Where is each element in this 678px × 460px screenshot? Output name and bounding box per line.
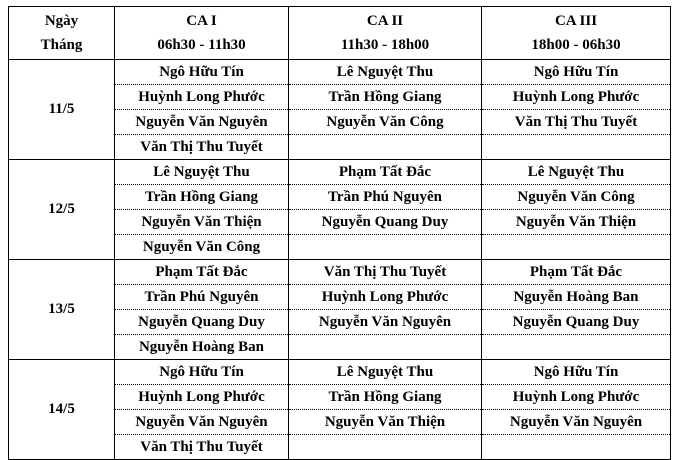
staff-name-cell: Nguyễn Quang Duy bbox=[482, 310, 671, 335]
staff-name-cell: Phạm Tất Đắc bbox=[289, 160, 482, 185]
date-header-line1: Ngày bbox=[44, 13, 79, 29]
date-cell: 11/5 bbox=[9, 60, 115, 160]
staff-name-cell: Nguyễn Hoàng Ban bbox=[482, 285, 671, 310]
staff-name-cell: Văn Thị Thu Tuyết bbox=[289, 260, 482, 285]
schedule-row bbox=[9, 260, 671, 285]
staff-name-cell: Văn Thị Thu Tuyết bbox=[115, 135, 289, 160]
staff-name-cell: Lê Nguyệt Thu bbox=[115, 160, 289, 185]
staff-name-cell: Nguyễn Văn Thiện bbox=[482, 210, 671, 235]
staff-name-cell: Huỳnh Long Phước bbox=[115, 385, 289, 410]
shift-1-name: CA I bbox=[186, 13, 217, 29]
shift-2-name: CA II bbox=[366, 13, 404, 29]
staff-name-cell: Nguyễn Văn Thiện bbox=[115, 210, 289, 235]
staff-name-cell: Nguyễn Văn Nguyên bbox=[115, 110, 289, 135]
staff-name-cell: Văn Thị Thu Tuyết bbox=[482, 110, 671, 135]
staff-name-cell: Phạm Tất Đắc bbox=[115, 260, 289, 285]
staff-name-cell bbox=[289, 235, 482, 260]
schedule-header bbox=[9, 7, 671, 60]
shift-3-name: CA III bbox=[554, 13, 598, 29]
staff-name-cell: Nguyễn Văn Nguyên bbox=[289, 310, 482, 335]
staff-name-cell bbox=[482, 435, 671, 460]
staff-name-cell: Trần Hồng Giang bbox=[115, 185, 289, 210]
staff-name-cell: Văn Thị Thu Tuyết bbox=[115, 435, 289, 460]
staff-name-cell: Huỳnh Long Phước bbox=[482, 85, 671, 110]
date-cell: 12/5 bbox=[9, 160, 115, 260]
staff-name-cell: Nguyễn Văn Công bbox=[289, 110, 482, 135]
staff-name-cell: Lê Nguyệt Thu bbox=[482, 160, 671, 185]
shift-header-2 bbox=[289, 7, 482, 60]
staff-name-cell bbox=[482, 135, 671, 160]
staff-name-cell: Nguyễn Văn Công bbox=[115, 235, 289, 260]
staff-name-cell: Ngô Hữu Tín bbox=[482, 60, 671, 85]
staff-name-cell bbox=[289, 135, 482, 160]
staff-name-cell bbox=[482, 335, 671, 360]
staff-name-cell: Nguyễn Văn Công bbox=[482, 185, 671, 210]
shift-3-time: 18h00 - 06h30 bbox=[531, 37, 621, 53]
staff-name-cell: Ngô Hữu Tín bbox=[482, 360, 671, 385]
schedule-row bbox=[9, 360, 671, 385]
header-row bbox=[9, 7, 671, 60]
staff-name-cell: Huỳnh Long Phước bbox=[115, 85, 289, 110]
staff-name-cell: Ngô Hữu Tín bbox=[115, 60, 289, 85]
shift-schedule-table bbox=[8, 6, 671, 460]
staff-name-cell bbox=[289, 335, 482, 360]
staff-name-cell: Nguyễn Hoàng Ban bbox=[115, 335, 289, 360]
staff-name-cell: Nguyễn Văn Nguyên bbox=[482, 410, 671, 435]
schedule-body bbox=[9, 60, 671, 460]
staff-name-cell: Lê Nguyệt Thu bbox=[289, 60, 482, 85]
staff-name-cell bbox=[482, 235, 671, 260]
schedule-row bbox=[9, 60, 671, 85]
staff-name-cell bbox=[289, 435, 482, 460]
staff-name-cell: Trần Phú Nguyên bbox=[115, 285, 289, 310]
staff-name-cell: Nguyễn Văn Nguyên bbox=[115, 410, 289, 435]
staff-name-cell: Trần Hồng Giang bbox=[289, 385, 482, 410]
staff-name-cell: Ngô Hữu Tín bbox=[115, 360, 289, 385]
staff-name-cell: Phạm Tất Đắc bbox=[482, 260, 671, 285]
date-cell: 13/5 bbox=[9, 260, 115, 360]
shift-header-1 bbox=[115, 7, 289, 60]
staff-name-cell: Lê Nguyệt Thu bbox=[289, 360, 482, 385]
staff-name-cell: Huỳnh Long Phước bbox=[482, 385, 671, 410]
shift-2-time: 11h30 - 18h00 bbox=[340, 37, 430, 53]
staff-name-cell: Nguyễn Văn Thiện bbox=[289, 410, 482, 435]
shift-header-3 bbox=[482, 7, 671, 60]
date-column-header bbox=[9, 7, 115, 60]
date-cell: 14/5 bbox=[9, 360, 115, 460]
staff-name-cell: Trần Hồng Giang bbox=[289, 85, 482, 110]
staff-name-cell: Trần Phú Nguyên bbox=[289, 185, 482, 210]
date-header-line2: Tháng bbox=[40, 37, 83, 53]
shift-1-time: 06h30 - 11h30 bbox=[157, 37, 246, 53]
staff-name-cell: Huỳnh Long Phước bbox=[289, 285, 482, 310]
staff-name-cell: Nguyễn Quang Duy bbox=[115, 310, 289, 335]
schedule-row bbox=[9, 160, 671, 185]
staff-name-cell: Nguyễn Quang Duy bbox=[289, 210, 482, 235]
